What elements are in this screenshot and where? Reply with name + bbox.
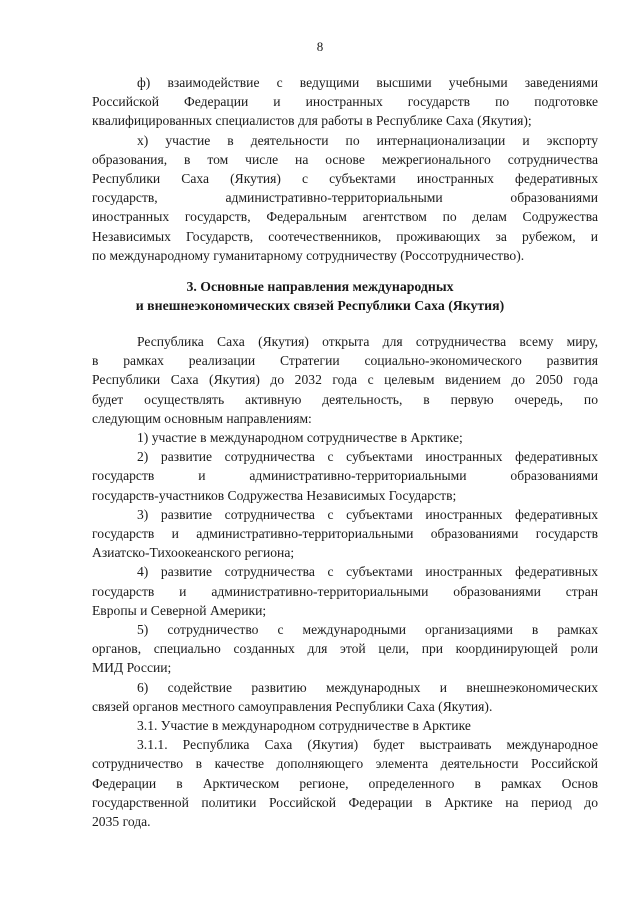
list-item-5 bbox=[92, 620, 598, 678]
text-line: государств, административно-территориальными образованиями bbox=[92, 190, 598, 206]
list-item-4 bbox=[92, 562, 598, 620]
text-line: ф) взаимодействие с ведущими высшими учебными заведениями bbox=[137, 75, 598, 90]
text-line: государственной политики Российской Федерации в Арктике на период до bbox=[92, 794, 598, 810]
text-line: 3) развитие сотрудничества с субъектами иностранных федеративных bbox=[137, 506, 598, 522]
text-line: МИД России; bbox=[92, 660, 172, 676]
text-line: Республики Саха (Якутия) с субъектами иностранных федеративных bbox=[92, 171, 598, 186]
text-line: х) участие в деятельности по интернационализации и экспорту bbox=[137, 132, 598, 148]
heading-line: 3. Основные направления международных bbox=[186, 279, 454, 294]
text-line: по международному гуманитарному сотрудничеству (Россотрудничество). bbox=[92, 247, 525, 263]
text-line: Федерации в Арктическом регионе, определенного в рамках Основ bbox=[92, 775, 598, 791]
text-line: 4) развитие сотрудничества с субъектами иностранных федеративных bbox=[137, 564, 598, 580]
text-line: 2035 года. bbox=[92, 814, 151, 829]
text-line: 3.1. Участие в международном сотрудничестве в Арктике bbox=[137, 718, 471, 733]
text-line: 6) содействие развитию международных и внешнеэкономических bbox=[137, 679, 598, 695]
text-line: образования, в том числе на основе межрегионального сотрудничества bbox=[92, 151, 598, 167]
list-item-6 bbox=[92, 678, 598, 716]
text-line: в рамках реализации Стратегии социально-экономического развития bbox=[92, 353, 598, 369]
list-item-1 bbox=[92, 428, 598, 447]
subsection-heading-3-1 bbox=[92, 716, 598, 735]
text-line: 5) сотрудничество с международными организациями в рамках bbox=[137, 622, 598, 637]
text-line: Независимых Государств, соотечественников, проживающих за рубежом, и bbox=[92, 228, 598, 244]
paragraph-intro bbox=[92, 332, 598, 428]
paragraph-item-f bbox=[92, 73, 598, 131]
text-line: будет осуществлять активную деятельность, в первую очередь, по bbox=[92, 391, 598, 407]
list-item-2 bbox=[92, 447, 598, 505]
text-line: государств-участников Содружества Независимых Государств; bbox=[92, 487, 457, 503]
paragraph-item-h bbox=[92, 131, 598, 265]
paragraph-3-1-1 bbox=[92, 735, 598, 831]
text-line: сотрудничество в качестве дополняющего элемента деятельности Российской bbox=[92, 756, 598, 772]
text-line: органов, специально созданных для этой цели, при координирующей роли bbox=[92, 641, 598, 657]
text-line: Европы и Северной Америки; bbox=[92, 602, 267, 618]
text-line: Российской Федерации и иностранных государств по подготовке bbox=[92, 94, 598, 110]
page-number: 8 bbox=[316, 39, 324, 54]
text-line: государств и административно-территориальными образованиями стран bbox=[92, 583, 598, 599]
text-line: 3.1.1. Республика Саха (Якутия) будет выстраивать международное bbox=[137, 737, 598, 753]
text-line: квалифицированных специалистов для работы в Республике Саха (Якутия); bbox=[92, 113, 532, 129]
text-line: следующим основным направлениям: bbox=[92, 410, 312, 426]
list-item-3 bbox=[92, 505, 598, 563]
text-line: государств и административно-территориальными образованиями государств bbox=[92, 526, 598, 541]
text-line: государств и административно-территориальными образованиями bbox=[92, 468, 598, 484]
text-line: Республика Саха (Якутия) открыта для сотрудничества всему миру, bbox=[137, 334, 598, 349]
text-line: Азиатско-Тихоокеанского региона; bbox=[92, 545, 295, 561]
text-line: 1) участие в международном сотрудничестве в Арктике; bbox=[137, 430, 463, 445]
text-line: 2) развитие сотрудничества с субъектами иностранных федеративных bbox=[137, 449, 598, 465]
text-line: связей органов местного самоуправления Республики Саха (Якутия). bbox=[92, 698, 493, 714]
text-line: иностранных государств, Федеральным агентством по делам Содружества bbox=[92, 209, 598, 225]
text-line: Республики Саха (Якутия) до 2032 года с целевым видением до 2050 года bbox=[92, 372, 598, 388]
heading-line: и внешнеэкономических связей Республики Саха (Якутия) bbox=[135, 298, 505, 313]
section-heading bbox=[0, 277, 640, 315]
